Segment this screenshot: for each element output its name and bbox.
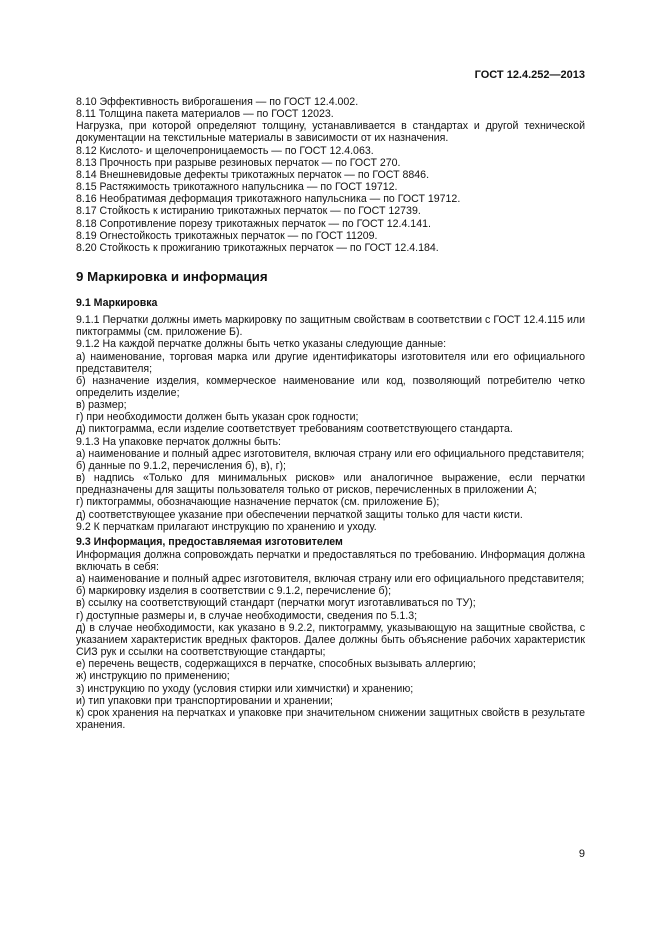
list-item: 8.20 Стойкость к прожиганию трикотажных перчаток — по ГОСТ 12.4.184. (76, 241, 439, 254)
subsection-9-1 (76, 314, 585, 533)
list-item: 8.17 Стойкость к истиранию трикотажных перчаток — по ГОСТ 12739. (76, 205, 421, 218)
paragraph: б) данные по 9.1.2, перечисления б), в), г); (76, 459, 286, 472)
paragraph: ж) инструкцию по применению; (76, 670, 230, 683)
paragraph: е) перечень веществ, содержащихся в перчатке, способных вызывать аллергию; (76, 658, 476, 671)
subsection-heading: 9.1 Маркировка (76, 297, 158, 310)
subsection-heading: 9.3 Информация, предоставляемая изготовителем (76, 535, 343, 548)
paragraph: д) пиктограмма, если изделие соответствует требованиям соответствующего стандарта. (76, 423, 513, 436)
paragraph: 9.1.2 На каждой перчатке должны быть четко указаны следующие данные: (76, 338, 447, 351)
paragraph: а) наименование и полный адрес изготовителя, включая страну или его официального представителя; (76, 573, 585, 586)
paragraph: 9.1.3 На упаковке перчаток должны быть: (76, 435, 281, 448)
paragraph: г) пиктограммы, обозначающие назначение перчаток (см. приложение Б); (76, 496, 440, 509)
paragraph: б) назначение изделия, коммерческое наименование или код, позволяющий потребителю четко определить изделие; (76, 374, 585, 399)
list-item: 8.10 Эффективность виброгашения — по ГОСТ 12.4.002. (76, 96, 359, 108)
paragraph: в) надпись «Только для минимальных рисков» или аналогичное выражение, если перчатки предназначены для защиты пользователя только от рисков, перечисленных в приложении А; (76, 472, 585, 497)
paragraph: г) при необходимости должен быть указан срок годности; (76, 411, 359, 424)
list-item: Нагрузка, при которой определяют толщину, устанавливается в стандартах и другой технической документации на текстильные материалы в зависимости от их назначения. (76, 120, 585, 145)
paragraph: а) наименование и полный адрес изготовителя, включая страну или его официального представителя; (76, 447, 585, 460)
list-item: 8.18 Сопротивление порезу трикотажных перчаток — по ГОСТ 12.4.141. (76, 217, 431, 230)
paragraph: и) тип упаковки при транспортировании и хранении; (76, 694, 333, 707)
paragraph: Информация должна сопровождать перчатки и предоставляться по требованию. Информация должна включать в себя: (76, 548, 585, 573)
list-item: 8.13 Прочность при разрыве резиновых перчаток — по ГОСТ 270. (76, 156, 401, 169)
list-item: 8.19 Огнестойкость трикотажных перчаток — по ГОСТ 11209. (76, 229, 378, 242)
paragraph: 9.1.1 Перчатки должны иметь маркировку по защитным свойствам в соответствии с ГОСТ 12.4.115 или пиктограммы (см. приложение Б). (76, 314, 585, 339)
list-item: 8.12 Кислото- и щелочепроницаемость — по ГОСТ 12.4.063. (76, 144, 374, 157)
paragraph: д) соответствующее указание при обеспечении перчаткой защиты только для части кисти. (76, 508, 523, 521)
list-item: 8.11 Толщина пакета материалов — по ГОСТ 12023. (76, 108, 334, 121)
subsection-9-3 (76, 549, 585, 731)
paragraph: г) доступные размеры и, в случае необходимости, сведения по 5.1.3; (76, 609, 418, 622)
page-number: 9 (578, 848, 585, 860)
paragraph: б) маркировку изделия в соответствии с 9.1.2, перечисление б); (76, 585, 392, 598)
page-content (76, 96, 585, 731)
paragraph: в) размер; (76, 399, 127, 412)
list-item: 8.14 Внешневидовые дефекты трикотажных перчаток — по ГОСТ 8846. (76, 168, 430, 181)
paragraph: к) срок хранения на перчатках и упаковке при значительном снижении защитных свойств в результате хранения. (76, 706, 585, 732)
section8-items (76, 96, 585, 254)
paragraph: а) наименование, торговая марка или другие идентификаторы изготовителя или его официального представителя; (76, 350, 585, 375)
list-item: 8.15 Растяжимость трикотажного напульсника — по ГОСТ 19712. (76, 181, 398, 194)
section-heading: 9 Маркировка и информация (76, 269, 268, 285)
paragraph: з) инструкцию по уходу (условия стирки или химчистки) и хранению; (76, 682, 414, 695)
paragraph: д) в случае необходимости, как указано в 9.2.2, пиктограмму, указывающую на защитные свойства, с указанием характеристик вредных факторов. Далее должны быть объяснение рабочих характеристик СИЗ рук и ссылки на соответствующие стандарты; (76, 621, 585, 659)
list-item: 8.16 Необратимая деформация трикотажного напульсника — по ГОСТ 19712. (76, 193, 461, 206)
paragraph: 9.2 К перчаткам прилагают инструкцию по хранению и уходу. (76, 520, 377, 533)
paragraph: в) ссылку на соответствующий стандарт (перчатки могут изготавливаться по ТУ); (76, 597, 476, 610)
document-id: ГОСТ 12.4.252—2013 (474, 69, 585, 81)
